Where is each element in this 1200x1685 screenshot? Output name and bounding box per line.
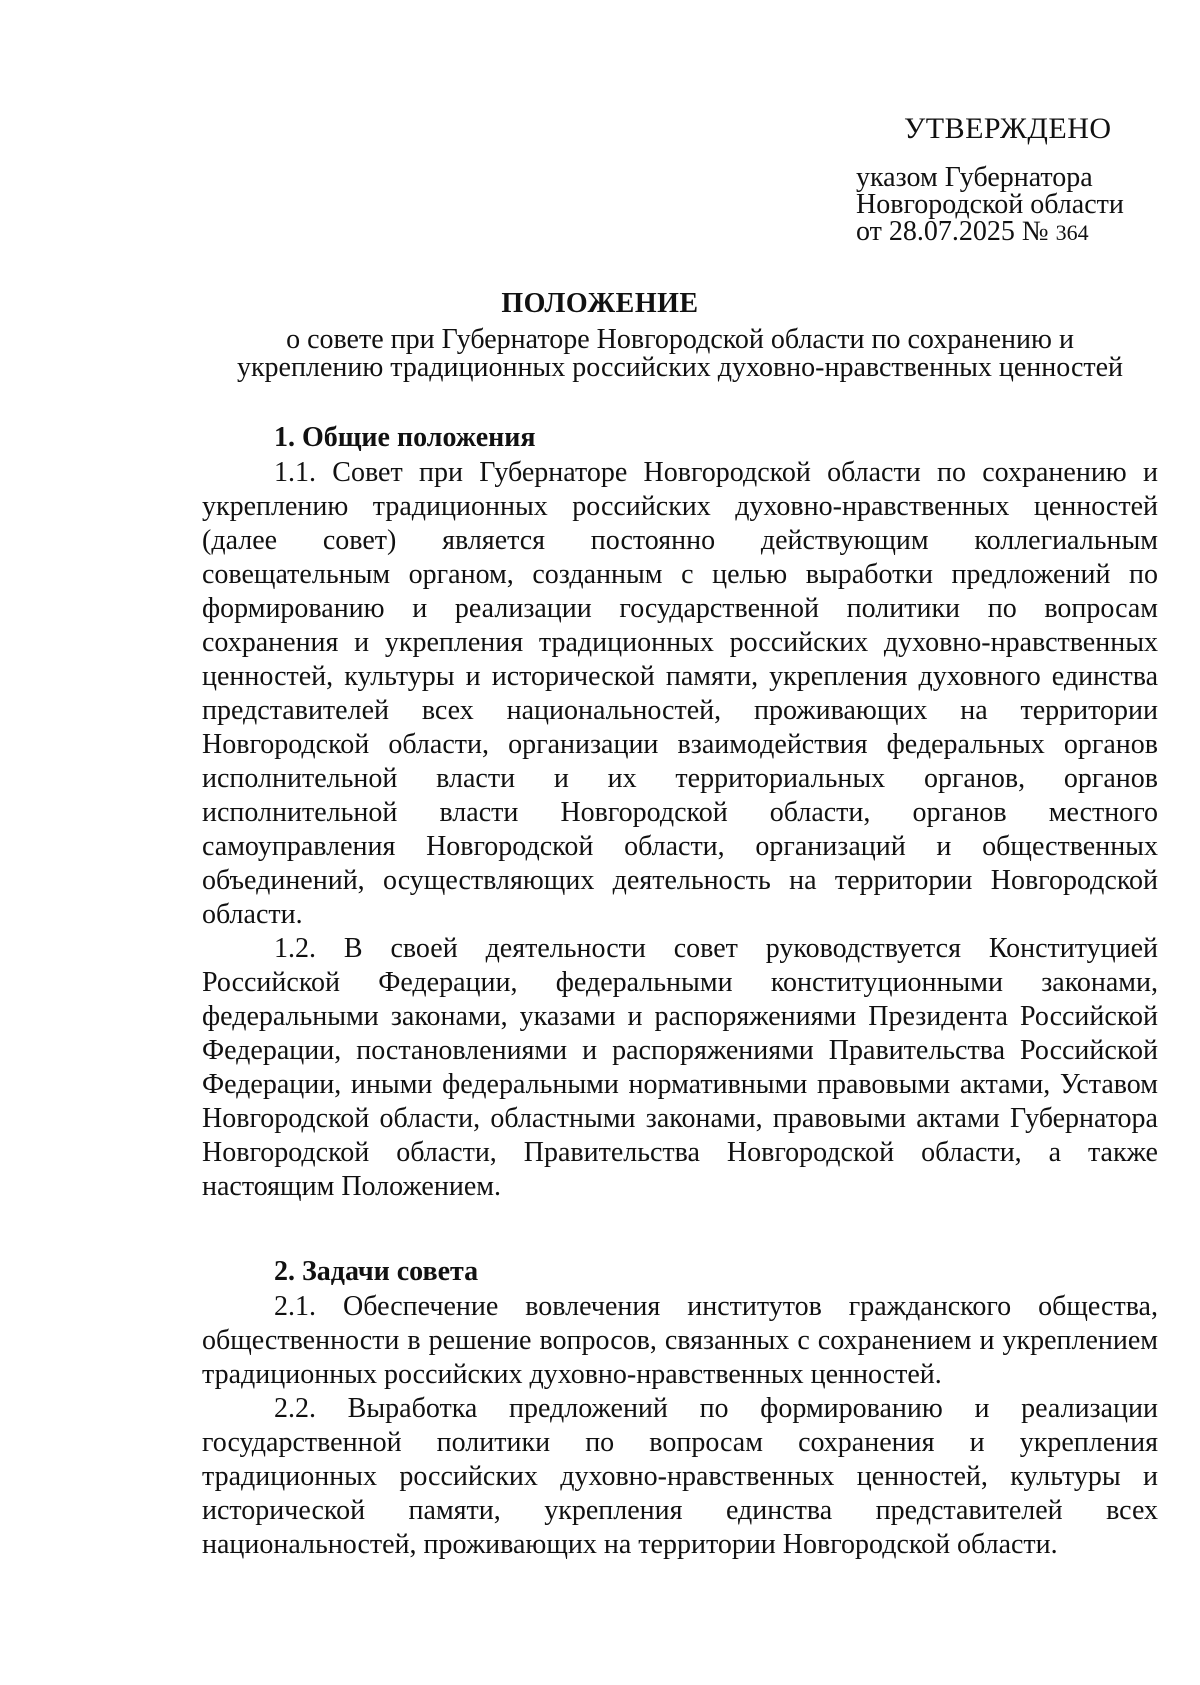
document-subtitle <box>200 326 1160 382</box>
approved-label: УТВЕРЖДЕНО <box>904 112 1112 145</box>
approval-region-line: Новгородской области <box>856 189 1124 220</box>
paragraph-2-1: 2.1. Обеспечение вовлечения институтов гражданского общества, общественности в решение вопросов, связанных с сохранением и укреплением традиционных российских духовно-нравственных ценностей. <box>202 1291 1158 1390</box>
approval-date-line <box>856 218 1176 246</box>
section-2-heading: 2. Задачи совета <box>274 1256 479 1287</box>
approval-decree-line: указом Губернатора <box>856 162 1093 193</box>
paragraph-1-1: 1.1. Совет при Губернаторе Новгородской области по сохранению и укреплению традиционных российских духовно-нравственных ценностей (далее совет) является постоянно действующим коллегиальным совещательным органом, созданным с целью выработки предложений по формированию и реализации государственной политики по вопросам сохранения и укрепления традиционных российских духовно-нравственных ценностей, культуры и исторической памяти, укрепления духовного единства представителей всех национальностей, проживающих на территории Новгородской области, организации взаимодействия федеральных органов исполнительной власти и их территориальных органов, органов исполнительной власти Новгородской области, органов местного самоуправления Новгородской области, организаций и общественных объединений, осуществляющих деятельность на территории Новгородской области. <box>202 457 1158 930</box>
subtitle-line-2: укреплению традиционных российских духовно-нравственных ценностей <box>236 352 1124 383</box>
approval-date: от 28.07.2025 № <box>856 216 1056 247</box>
section-spacer <box>202 1204 1158 1254</box>
paragraph-1-2: 1.2. В своей деятельности совет руководствуется Конституцией Российской Федерации, федеральными конституционными законами, федеральными законами, указами и распоряжениями Президента Российской Федерации, постановлениями и распоряжениями Правительства Российской Федерации, иными федеральными нормативными правовыми актами, Уставом Новгородской области, областными законами, правовыми актами Губернатора Новгородской области, Правительства Новгородской области, а также настоящим Положением. <box>202 933 1158 1202</box>
document-body <box>202 420 1158 1562</box>
approval-number: 364 <box>1055 220 1089 245</box>
paragraph-2-2: 2.2. Выработка предложений по формированию и реализации государственной политики по вопросам сохранения и укрепления традиционных российских духовно-нравственных ценностей, культуры и исторической памяти, укрепления единства представителей всех национальностей, проживающих на территории Новгородской области. <box>202 1393 1158 1560</box>
subtitle-line-1: о совете при Губернаторе Новгородской области по сохранению и <box>286 324 1074 355</box>
document-title: ПОЛОЖЕНИЕ <box>501 288 699 319</box>
section-1-heading: 1. Общие положения <box>274 422 536 453</box>
approval-stamp-block <box>856 112 1176 246</box>
